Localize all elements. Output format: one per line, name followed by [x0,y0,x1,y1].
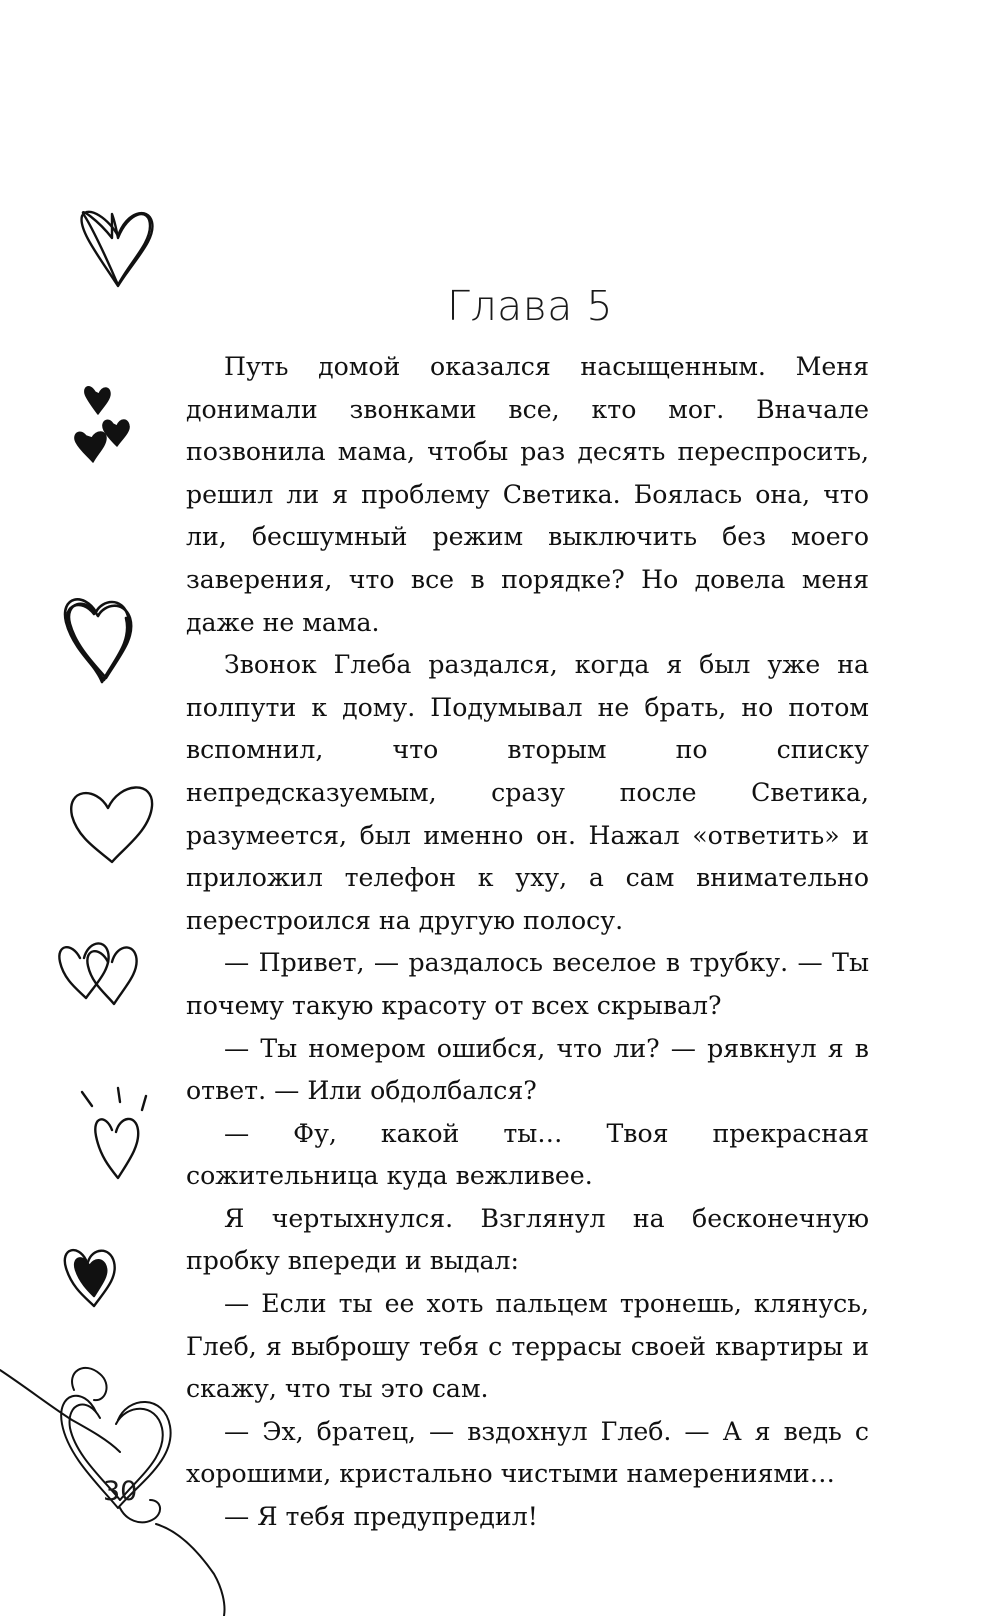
paragraph: — Я тебя предупредил! [224,1502,538,1532]
filled-scribble-heart-icon [65,1250,115,1306]
paragraph: — Привет, — раздалось веселое в трубку. — Ты почему такую красоту от всех скрывал? [186,948,869,1020]
heart-outline-icon [83,212,150,285]
scribbled-heart-icon [65,599,131,682]
double-heart-icon [59,943,136,1004]
heart-with-rays-icon [82,1088,146,1178]
chapter-title: Глава 5 [447,282,613,330]
small-hearts-cluster-icon [75,387,129,462]
paragraph: — Фу, какой ты… Твоя прекрасная сожительница куда вежливее. [186,1118,869,1191]
paragraph: Я чертыхнулся. Взглянул на бесконечную пробку впереди и выдал: [186,1203,869,1276]
paragraph: Звонок Глеба раздался, когда я был уже на полпути к дому. Подумывал не брать, но потом вспомнил, что вторым по списку непредсказуемым, сразу после Светика, разумеется, был именно он. Нажал «ответить» и приложил телефон к уху, а сам внимательно перестроился на другую полосу. [186,650,869,935]
paragraph: — Ты номером ошибся, что ли? — рявкнул я в ответ. — Или обдолбался? [186,1033,869,1106]
page-number: 30 [103,1476,138,1507]
heart-outline-icon [71,787,152,862]
paragraph: Путь домой оказался насыщенным. Меня донимали звонками все, кто мог. Вначале позвонила мама, чтобы раз десять переспросить, решил ли я проблему Светика. Боялась она, что ли, бесшумный режим выключить без моего заверения, что все в порядке? Но довела меня даже не мама. [186,352,869,637]
paragraph: — Если ты ее хоть пальцем тронешь, клянусь, Глеб, я выброшу тебя с террасы своей квартиры и скажу, что ты это сам. [186,1289,869,1404]
body-text [186,346,869,1539]
paragraph: — Эх, братец, — вздохнул Глеб. — А я ведь с хорошими, кристально чистыми намерениями… [186,1416,869,1489]
